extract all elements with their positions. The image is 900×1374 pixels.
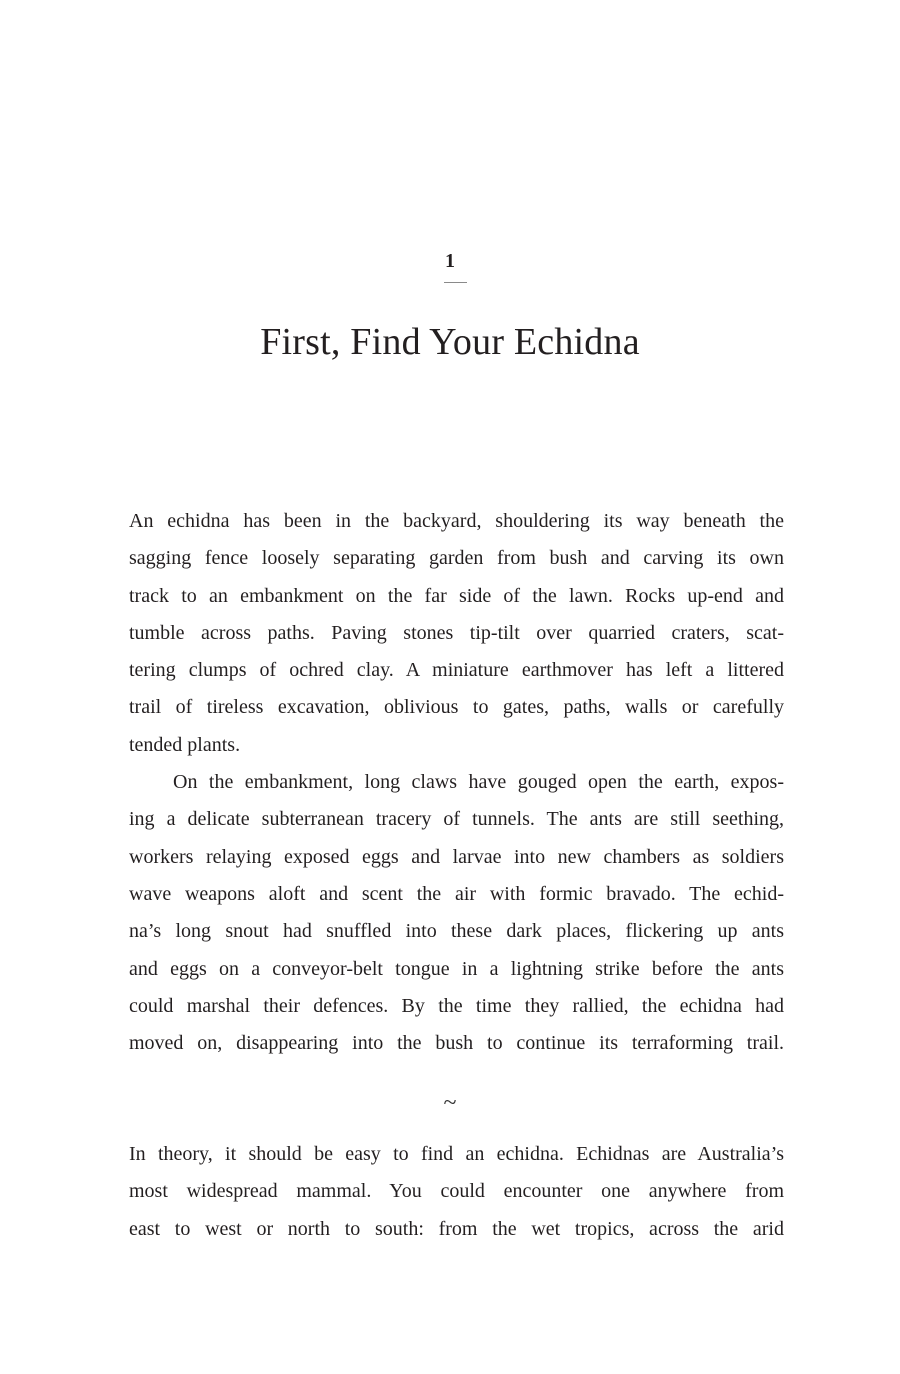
paragraph — [129, 764, 784, 1062]
text-line: most widespread mammal. You could encounter one anywhere from — [129, 1180, 784, 1203]
text-line: na’s long snout had snuffled into these dark places, flickering up ants — [129, 920, 784, 943]
tilde-ornament-icon: ~ — [443, 1090, 457, 1116]
text-line: trail of tireless excavation, oblivious to gates, paths, walls or carefully — [129, 696, 784, 719]
text-line: An echidna has been in the backyard, shouldering its way beneath the — [129, 510, 784, 532]
paragraph — [129, 1136, 784, 1248]
chapter-title: First, Find Your Echidna — [260, 321, 640, 363]
section-2 — [129, 1136, 784, 1248]
chapter-number-rule — [444, 282, 467, 283]
text-line: tumble across paths. Paving stones tip-tilt over quarried craters, scat- — [129, 621, 784, 644]
text-line: could marshal their defences. By the time they rallied, the echidna had — [129, 994, 784, 1017]
section-1 — [129, 503, 784, 1062]
text-line: sagging fence loosely separating garden from bush and carving its own — [129, 547, 784, 570]
chapter-number: 1 — [445, 250, 455, 272]
text-line: tended plants. — [129, 733, 241, 756]
text-line: east to west or north to south: from the wet tropics, across the arid — [129, 1217, 784, 1240]
text-line: ing a delicate subterranean tracery of tunnels. The ants are still seething, — [129, 808, 784, 831]
paragraph — [129, 503, 784, 764]
text-line: track to an embankment on the far side of the lawn. Rocks up-end and — [129, 584, 784, 607]
text-line: moved on, disappearing into the bush to continue its terraforming trail. — [129, 1032, 784, 1055]
text-line: workers relaying exposed eggs and larvae into new chambers as soldiers — [129, 845, 784, 868]
text-line: In theory, it should be easy to find an echidna. Echidnas are Australia’s — [129, 1143, 784, 1165]
text-line: On the embankment, long claws have gouged open the earth, expos- — [173, 771, 784, 794]
text-line: and eggs on a conveyor-belt tongue in a lightning strike before the ants — [129, 957, 784, 980]
text-line: tering clumps of ochred clay. A miniature earthmover has left a littered — [129, 659, 784, 682]
text-line: wave weapons aloft and scent the air with formic bravado. The echid- — [129, 882, 784, 905]
